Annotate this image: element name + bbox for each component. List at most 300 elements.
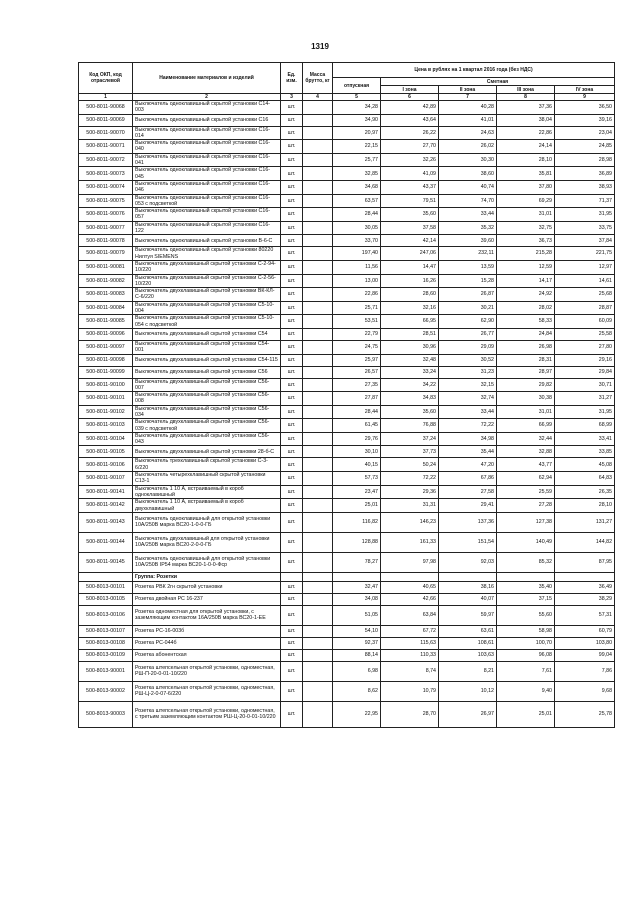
code-cell: 500-8011-90099 xyxy=(79,366,133,378)
zone-1-price-cell: 63,84 xyxy=(381,605,439,625)
zone-4-price-cell: 7,86 xyxy=(555,661,615,681)
zone-3-price-cell: 35,40 xyxy=(497,581,555,593)
code-cell: 500-8011-90076 xyxy=(79,208,133,222)
release-price-cell: 63,57 xyxy=(333,194,381,208)
zone-1-price-cell: 72,22 xyxy=(381,472,439,486)
header-zone-4: IV зона xyxy=(555,86,615,94)
zone-3-price-cell: 37,80 xyxy=(497,180,555,194)
zone-4-price-cell: 131,27 xyxy=(555,512,615,532)
zone-4-price-cell: 36,49 xyxy=(555,581,615,593)
table-row xyxy=(79,288,615,302)
zone-4-price-cell: 24,85 xyxy=(555,140,615,154)
name-cell: Выключатель двухклавишный скрытой установки С56 xyxy=(133,366,281,378)
zone-2-price-cell: 40,07 xyxy=(439,593,497,605)
zone-2-price-cell: 27,58 xyxy=(439,485,497,499)
zone-1-price-cell: 37,58 xyxy=(381,221,439,235)
zone-4-price-cell: 60,09 xyxy=(555,315,615,329)
zone-3-price-cell: 43,77 xyxy=(497,458,555,472)
zone-1-price-cell: 43,64 xyxy=(381,114,439,126)
zone-1-price-cell: 43,37 xyxy=(381,180,439,194)
column-index: 7 xyxy=(439,94,497,101)
unit-cell: шт. xyxy=(281,419,303,433)
mass-cell xyxy=(303,392,333,406)
zone-4-price-cell: 30,71 xyxy=(555,378,615,392)
code-cell: 500-8011-90082 xyxy=(79,274,133,288)
table-row xyxy=(79,499,615,513)
unit-cell: шт. xyxy=(281,194,303,208)
name-cell: Выключатель двухклавишный скрытой установки С5-10-004 xyxy=(133,301,281,315)
release-price-cell: 61,45 xyxy=(333,419,381,433)
empty-cell xyxy=(439,572,497,581)
unit-cell: шт. xyxy=(281,532,303,552)
zone-1-price-cell: 161,33 xyxy=(381,532,439,552)
zone-4-price-cell: 29,16 xyxy=(555,354,615,366)
zone-3-price-cell: 38,04 xyxy=(497,114,555,126)
zone-3-price-cell: 66,99 xyxy=(497,419,555,433)
mass-cell xyxy=(303,354,333,366)
release-price-cell: 32,85 xyxy=(333,167,381,181)
name-cell: Выключатель двухклавишный скрытой установки С56-034 xyxy=(133,405,281,419)
name-cell: Розетка РВК 2гн скрытой установки xyxy=(133,581,281,593)
zone-2-price-cell: 26,02 xyxy=(439,140,497,154)
release-price-cell: 6,98 xyxy=(333,661,381,681)
table-row xyxy=(79,605,615,625)
zone-2-price-cell: 26,87 xyxy=(439,288,497,302)
mass-cell xyxy=(303,247,333,261)
price-table-body xyxy=(79,101,615,728)
mass-cell xyxy=(303,499,333,513)
zone-4-price-cell: 26,35 xyxy=(555,485,615,499)
zone-4-price-cell: 25,68 xyxy=(555,288,615,302)
group-row xyxy=(79,572,615,581)
header-estimated-price: Сметная xyxy=(381,78,615,86)
unit-cell: шт. xyxy=(281,288,303,302)
column-index: 1 xyxy=(79,94,133,101)
release-price-cell: 28,44 xyxy=(333,208,381,222)
zone-4-price-cell: 68,99 xyxy=(555,419,615,433)
unit-cell: шт. xyxy=(281,499,303,513)
table-row xyxy=(79,701,615,727)
release-price-cell: 34,68 xyxy=(333,180,381,194)
name-cell: Розетка двойная РС 16-237 xyxy=(133,593,281,605)
column-index: 8 xyxy=(497,94,555,101)
unit-cell: шт. xyxy=(281,661,303,681)
zone-4-price-cell: 33,41 xyxy=(555,432,615,446)
code-cell: 500-8011-90070 xyxy=(79,126,133,140)
name-cell: Выключатель двухклавишный скрытой установки С56-007 xyxy=(133,378,281,392)
zone-2-price-cell: 33,44 xyxy=(439,208,497,222)
zone-1-price-cell: 28,51 xyxy=(381,328,439,340)
code-cell: 500-8011-90145 xyxy=(79,552,133,572)
zone-3-price-cell: 24,92 xyxy=(497,288,555,302)
table-row xyxy=(79,315,615,329)
empty-cell xyxy=(281,572,303,581)
group-code-cell xyxy=(79,572,133,581)
code-cell: 500-8013-00106 xyxy=(79,605,133,625)
mass-cell xyxy=(303,512,333,532)
name-cell: Розетка РС-044б xyxy=(133,637,281,649)
code-cell: 500-8011-90068 xyxy=(79,101,133,115)
unit-cell: шт. xyxy=(281,340,303,354)
unit-cell: шт. xyxy=(281,458,303,472)
code-cell: 500-8011-90144 xyxy=(79,532,133,552)
mass-cell xyxy=(303,593,333,605)
zone-2-price-cell: 15,28 xyxy=(439,274,497,288)
unit-cell: шт. xyxy=(281,315,303,329)
zone-2-price-cell: 74,70 xyxy=(439,194,497,208)
column-index: 3 xyxy=(281,94,303,101)
zone-2-price-cell: 26,97 xyxy=(439,701,497,727)
table-row xyxy=(79,194,615,208)
release-price-cell: 13,00 xyxy=(333,274,381,288)
empty-cell xyxy=(333,572,381,581)
zone-4-price-cell: 25,58 xyxy=(555,328,615,340)
mass-cell xyxy=(303,340,333,354)
header-unit: Ед. изм. xyxy=(281,63,303,94)
table-row xyxy=(79,235,615,247)
zone-2-price-cell: 29,09 xyxy=(439,340,497,354)
name-cell: Выключатель двухклавишный скрытой установки С56-008 xyxy=(133,392,281,406)
code-cell: 500-8013-00101 xyxy=(79,581,133,593)
group-title: Группа: Розетки xyxy=(133,572,281,581)
zone-4-price-cell: 29,84 xyxy=(555,366,615,378)
unit-cell: шт. xyxy=(281,247,303,261)
zone-2-price-cell: 31,23 xyxy=(439,366,497,378)
zone-2-price-cell: 35,44 xyxy=(439,446,497,458)
code-cell: 500-8011-90072 xyxy=(79,153,133,167)
zone-2-price-cell: 67,86 xyxy=(439,472,497,486)
column-index: 4 xyxy=(303,94,333,101)
zone-1-price-cell: 110,33 xyxy=(381,649,439,661)
release-price-cell: 53,51 xyxy=(333,315,381,329)
table-row xyxy=(79,354,615,366)
release-price-cell: 8,62 xyxy=(333,681,381,701)
zone-2-price-cell: 232,11 xyxy=(439,247,497,261)
release-price-cell: 22,86 xyxy=(333,288,381,302)
zone-4-price-cell: 71,37 xyxy=(555,194,615,208)
zone-3-price-cell: 27,28 xyxy=(497,499,555,513)
zone-4-price-cell: 103,80 xyxy=(555,637,615,649)
zone-2-price-cell: 39,60 xyxy=(439,235,497,247)
zone-1-price-cell: 32,16 xyxy=(381,301,439,315)
name-cell: Розетка штепсельная открытой установки, одноместная, РШ-П-20-0-01-10/220 xyxy=(133,661,281,681)
code-cell: 500-8011-90096 xyxy=(79,328,133,340)
unit-cell: шт. xyxy=(281,180,303,194)
table-row xyxy=(79,532,615,552)
release-price-cell: 34,08 xyxy=(333,593,381,605)
zone-1-price-cell: 16,26 xyxy=(381,274,439,288)
zone-1-price-cell: 40,65 xyxy=(381,581,439,593)
release-price-cell: 25,97 xyxy=(333,354,381,366)
name-cell: Выключатель одноклавишный скрытой установки С16-057 xyxy=(133,208,281,222)
zone-4-price-cell: 25,78 xyxy=(555,701,615,727)
name-cell: Выключатель одноклавишный скрытой установки С16-040 xyxy=(133,140,281,154)
release-price-cell: 27,87 xyxy=(333,392,381,406)
name-cell: Выключатель трехклавишный скрытой установки С-3-6/220 xyxy=(133,458,281,472)
zone-4-price-cell: 12,97 xyxy=(555,260,615,274)
name-cell: Выключатель одноклавишный для открытой установки 10А/250В марка ВС20-1-0-0-ГБ xyxy=(133,512,281,532)
release-price-cell: 26,57 xyxy=(333,366,381,378)
zone-3-price-cell: 26,98 xyxy=(497,340,555,354)
table-row xyxy=(79,661,615,681)
zone-1-price-cell: 35,60 xyxy=(381,208,439,222)
unit-cell: шт. xyxy=(281,552,303,572)
code-cell: 500-8011-90142 xyxy=(79,499,133,513)
unit-cell: шт. xyxy=(281,472,303,486)
unit-cell: шт. xyxy=(281,446,303,458)
zone-2-price-cell: 40,28 xyxy=(439,101,497,115)
unit-cell: шт. xyxy=(281,512,303,532)
unit-cell: шт. xyxy=(281,354,303,366)
unit-cell: шт. xyxy=(281,581,303,593)
code-cell: 500-8013-00105 xyxy=(79,593,133,605)
header-release-price: отпускная xyxy=(333,78,381,94)
zone-2-price-cell: 40,74 xyxy=(439,180,497,194)
table-row xyxy=(79,180,615,194)
zone-1-price-cell: 37,73 xyxy=(381,446,439,458)
header-mass: Масса брутто, кг xyxy=(303,63,333,94)
zone-3-price-cell: 28,10 xyxy=(497,153,555,167)
code-cell: 500-8011-90081 xyxy=(79,260,133,274)
zone-4-price-cell: 99,04 xyxy=(555,649,615,661)
unit-cell: шт. xyxy=(281,301,303,315)
release-price-cell: 22,79 xyxy=(333,328,381,340)
mass-cell xyxy=(303,405,333,419)
release-price-cell: 24,75 xyxy=(333,340,381,354)
code-cell: 500-8013-90003 xyxy=(79,701,133,727)
release-price-cell: 40,15 xyxy=(333,458,381,472)
table-row xyxy=(79,114,615,126)
unit-cell: шт. xyxy=(281,378,303,392)
zone-1-price-cell: 41,09 xyxy=(381,167,439,181)
name-cell: Выключатель двухклавишный скрытой установки 28-б-С xyxy=(133,446,281,458)
zone-2-price-cell: 13,59 xyxy=(439,260,497,274)
zone-2-price-cell: 108,61 xyxy=(439,637,497,649)
release-price-cell: 30,05 xyxy=(333,221,381,235)
name-cell: Выключатель 1 10 А, встраиваемый в короб одноклавишный xyxy=(133,485,281,499)
unit-cell: шт. xyxy=(281,221,303,235)
zone-2-price-cell: 26,77 xyxy=(439,328,497,340)
zone-2-price-cell: 10,12 xyxy=(439,681,497,701)
mass-cell xyxy=(303,649,333,661)
zone-4-price-cell: 144,82 xyxy=(555,532,615,552)
release-price-cell: 29,76 xyxy=(333,432,381,446)
release-price-cell: 20,97 xyxy=(333,126,381,140)
table-row xyxy=(79,247,615,261)
zone-3-price-cell: 29,82 xyxy=(497,378,555,392)
name-cell: Выключатель одноклавишный скрытой установки С16-122 xyxy=(133,221,281,235)
code-cell: 500-8011-90069 xyxy=(79,114,133,126)
empty-cell xyxy=(303,572,333,581)
code-cell: 500-8011-90106 xyxy=(79,458,133,472)
zone-1-price-cell: 42,14 xyxy=(381,235,439,247)
table-row xyxy=(79,328,615,340)
zone-1-price-cell: 146,23 xyxy=(381,512,439,532)
unit-cell: шт. xyxy=(281,274,303,288)
zone-3-price-cell: 215,28 xyxy=(497,247,555,261)
mass-cell xyxy=(303,446,333,458)
unit-cell: шт. xyxy=(281,625,303,637)
zone-1-price-cell: 28,60 xyxy=(381,288,439,302)
zone-2-price-cell: 38,60 xyxy=(439,167,497,181)
release-price-cell: 116,82 xyxy=(333,512,381,532)
mass-cell xyxy=(303,194,333,208)
zone-3-price-cell: 28,31 xyxy=(497,354,555,366)
zone-2-price-cell: 137,36 xyxy=(439,512,497,532)
code-cell: 500-8011-90084 xyxy=(79,301,133,315)
table-row xyxy=(79,208,615,222)
release-price-cell: 11,56 xyxy=(333,260,381,274)
code-cell: 500-8011-90102 xyxy=(79,405,133,419)
header-price-title: Цена в рублях на 1 квартал 2016 года (без НДС) xyxy=(333,63,615,78)
zone-1-price-cell: 247,06 xyxy=(381,247,439,261)
zone-1-price-cell: 37,24 xyxy=(381,432,439,446)
mass-cell xyxy=(303,315,333,329)
zone-3-price-cell: 127,38 xyxy=(497,512,555,532)
zone-1-price-cell: 26,22 xyxy=(381,126,439,140)
mass-cell xyxy=(303,458,333,472)
zone-3-price-cell: 37,36 xyxy=(497,101,555,115)
mass-cell xyxy=(303,472,333,486)
unit-cell: шт. xyxy=(281,392,303,406)
name-cell: Розетка одноместная для открытой установки, с заземляющим контактом 16А/250В марка ВС20-1-ЕЕ xyxy=(133,605,281,625)
page-number: 1319 xyxy=(311,42,329,51)
zone-2-price-cell: 34,98 xyxy=(439,432,497,446)
code-cell: 500-8011-90143 xyxy=(79,512,133,532)
zone-4-price-cell: 38,93 xyxy=(555,180,615,194)
zone-1-price-cell: 42,89 xyxy=(381,101,439,115)
zone-4-price-cell: 31,95 xyxy=(555,208,615,222)
zone-3-price-cell: 36,73 xyxy=(497,235,555,247)
release-price-cell: 92,37 xyxy=(333,637,381,649)
zone-1-price-cell: 31,31 xyxy=(381,499,439,513)
mass-cell xyxy=(303,605,333,625)
zone-3-price-cell: 7,61 xyxy=(497,661,555,681)
zone-3-price-cell: 9,40 xyxy=(497,681,555,701)
zone-3-price-cell: 28,97 xyxy=(497,366,555,378)
mass-cell xyxy=(303,153,333,167)
name-cell: Выключатель двухклавишный скрытой установки С-2-56-10/220 xyxy=(133,274,281,288)
zone-4-price-cell: 14,61 xyxy=(555,274,615,288)
release-price-cell: 57,73 xyxy=(333,472,381,486)
zone-1-price-cell: 79,51 xyxy=(381,194,439,208)
table-row xyxy=(79,432,615,446)
release-price-cell: 25,71 xyxy=(333,301,381,315)
code-cell: 500-8011-90075 xyxy=(79,194,133,208)
table-row xyxy=(79,649,615,661)
zone-1-price-cell: 33,24 xyxy=(381,366,439,378)
mass-cell xyxy=(303,301,333,315)
empty-cell xyxy=(497,572,555,581)
zone-2-price-cell: 151,54 xyxy=(439,532,497,552)
mass-cell xyxy=(303,625,333,637)
zone-2-price-cell: 35,32 xyxy=(439,221,497,235)
unit-cell: шт. xyxy=(281,167,303,181)
zone-3-price-cell: 24,14 xyxy=(497,140,555,154)
name-cell: Розетка штепсельная открытой установки, одноместная, с третьим заземляющим контактом РШ-Ц-20-0-01-10/220 xyxy=(133,701,281,727)
zone-2-price-cell: 103,63 xyxy=(439,649,497,661)
mass-cell xyxy=(303,208,333,222)
code-cell: 500-8011-90141 xyxy=(79,485,133,499)
zone-3-price-cell: 25,01 xyxy=(497,701,555,727)
name-cell: Выключатель одноклавишный скрытой установки С16-041 xyxy=(133,153,281,167)
table-row xyxy=(79,581,615,593)
release-price-cell: 25,01 xyxy=(333,499,381,513)
table-row xyxy=(79,458,615,472)
name-cell: Выключатель двухклавишный скрытой установки С56-039 с подсветкой xyxy=(133,419,281,433)
zone-1-price-cell: 97,98 xyxy=(381,552,439,572)
column-index: 5 xyxy=(333,94,381,101)
release-price-cell: 22,95 xyxy=(333,701,381,727)
code-cell: 500-8011-90103 xyxy=(79,419,133,433)
zone-4-price-cell: 64,83 xyxy=(555,472,615,486)
header-zone-1: I зона xyxy=(381,86,439,94)
zone-4-price-cell: 39,16 xyxy=(555,114,615,126)
name-cell: Розетка штепсельная открытой установки, одноместная, РШ-Ц-2-0-07-6/220 xyxy=(133,681,281,701)
zone-3-price-cell: 12,59 xyxy=(497,260,555,274)
unit-cell: шт. xyxy=(281,126,303,140)
release-price-cell: 34,28 xyxy=(333,101,381,115)
name-cell: Выключатель одноклавишный скрытой установки С16-045 xyxy=(133,167,281,181)
table-row xyxy=(79,167,615,181)
code-cell: 500-8011-90101 xyxy=(79,392,133,406)
code-cell: 500-8011-90073 xyxy=(79,167,133,181)
zone-2-price-cell: 32,74 xyxy=(439,392,497,406)
mass-cell xyxy=(303,378,333,392)
name-cell: Выключатель одноклавишный скрытой установки С16-046 xyxy=(133,180,281,194)
unit-cell: шт. xyxy=(281,235,303,247)
zone-4-price-cell: 31,95 xyxy=(555,405,615,419)
name-cell: Выключатель двухклавишный скрытой установки С54-001 xyxy=(133,340,281,354)
zone-2-price-cell: 30,52 xyxy=(439,354,497,366)
zone-3-price-cell: 32,75 xyxy=(497,221,555,235)
empty-cell xyxy=(381,572,439,581)
unit-cell: шт. xyxy=(281,405,303,419)
zone-1-price-cell: 67,72 xyxy=(381,625,439,637)
zone-1-price-cell: 27,70 xyxy=(381,140,439,154)
code-cell: 500-8011-90097 xyxy=(79,340,133,354)
release-price-cell: 78,27 xyxy=(333,552,381,572)
unit-cell: шт. xyxy=(281,593,303,605)
mass-cell xyxy=(303,260,333,274)
zone-1-price-cell: 34,83 xyxy=(381,392,439,406)
name-cell: Выключатель одноклавишный скрытой установки С14-003 xyxy=(133,101,281,115)
release-price-cell: 32,47 xyxy=(333,581,381,593)
name-cell: Розетка РС-16-003б xyxy=(133,625,281,637)
release-price-cell: 54,10 xyxy=(333,625,381,637)
unit-cell: шт. xyxy=(281,432,303,446)
zone-1-price-cell: 32,48 xyxy=(381,354,439,366)
mass-cell xyxy=(303,328,333,340)
zone-1-price-cell: 32,26 xyxy=(381,153,439,167)
mass-cell xyxy=(303,419,333,433)
name-cell: Выключатель 1 10 А, встраиваемый в короб двухклавишный xyxy=(133,499,281,513)
zone-3-price-cell: 30,38 xyxy=(497,392,555,406)
mass-cell xyxy=(303,114,333,126)
zone-1-price-cell: 76,88 xyxy=(381,419,439,433)
table-row xyxy=(79,593,615,605)
zone-2-price-cell: 62,90 xyxy=(439,315,497,329)
mass-cell xyxy=(303,485,333,499)
name-cell: Выключатель двухклавишный скрытой установки С54 xyxy=(133,328,281,340)
name-cell: Выключатель одноклавишный скрытой установки 80220 Нилтуя SIEMENS xyxy=(133,247,281,261)
zone-1-price-cell: 14,47 xyxy=(381,260,439,274)
name-cell: Выключатель одноклавишный для открытой установки 10А/250В IP54 марка ВС20-1-0-0-Фср xyxy=(133,552,281,572)
code-cell: 500-8013-00109 xyxy=(79,649,133,661)
unit-cell: шт. xyxy=(281,681,303,701)
name-cell: Выключатель одноклавишный скрытой установки С16 xyxy=(133,114,281,126)
zone-4-price-cell: 27,80 xyxy=(555,340,615,354)
